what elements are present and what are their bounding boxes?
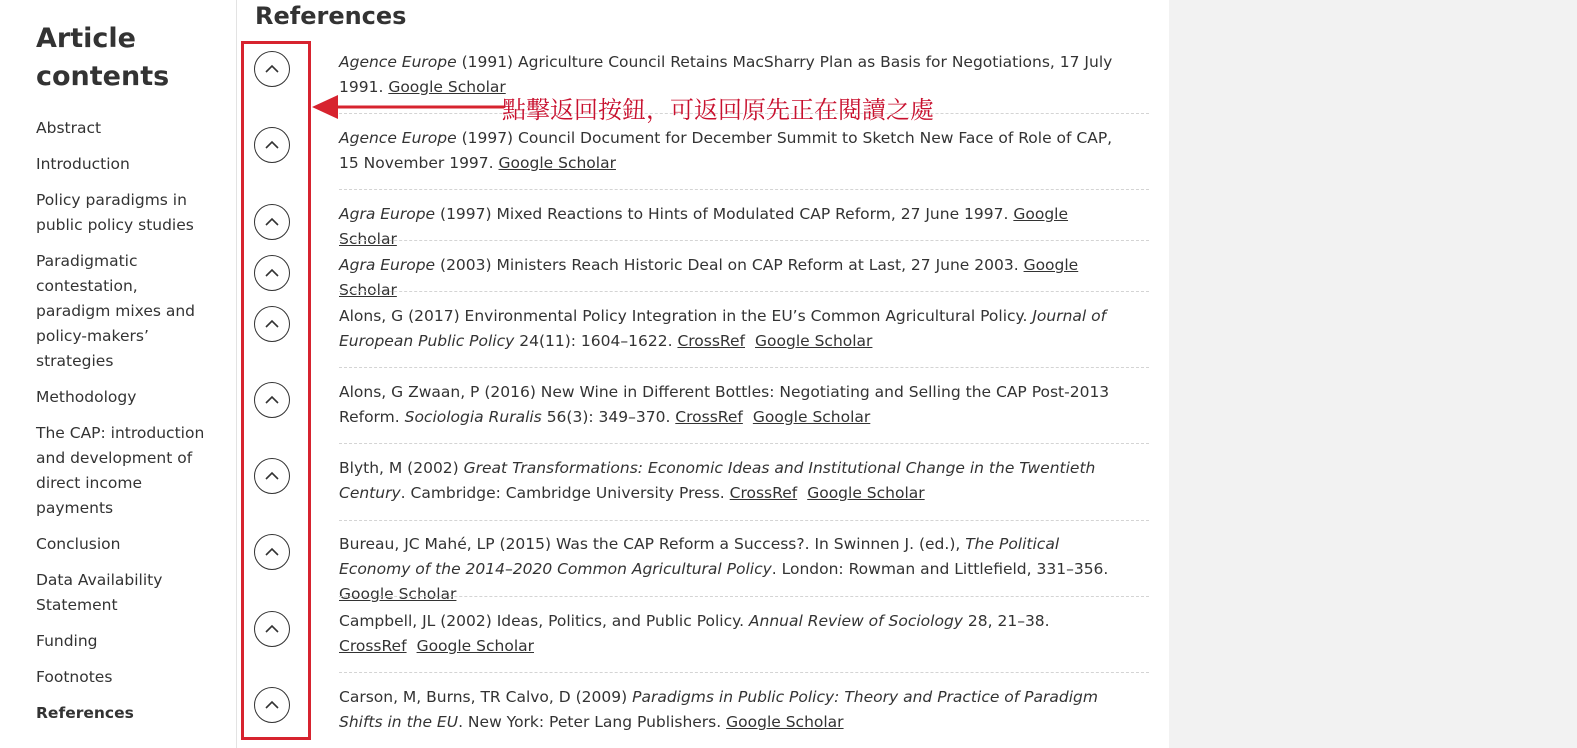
sidebar-item[interactable]: Funding xyxy=(36,632,98,650)
sidebar-title: Article contents xyxy=(36,23,170,92)
reference-italic-text: Journal of European Public Policy xyxy=(339,307,1107,350)
reference-item xyxy=(339,685,1129,735)
reference-italic-text: Agra Europe xyxy=(339,205,436,223)
sidebar-item[interactable]: Paradigmatic contestation, paradigm mixes and policy-makers’ strategies xyxy=(36,252,196,370)
reference-separator xyxy=(339,596,1149,597)
reference-separator xyxy=(339,367,1149,368)
reference-italic-text: Agence Europe xyxy=(339,53,457,71)
sidebar-nav xyxy=(36,116,206,726)
reference-text: Alons, G Zwaan, P (2016) New Wine in Different Bottles: Negotiating and Selling the CAP Post-2013 Reform. xyxy=(339,383,1110,426)
google-scholar-link[interactable]: Google Scholar xyxy=(339,256,1079,299)
reference-text: . London: Rowman and Littlefield, 331–356. xyxy=(771,560,1109,578)
annotation-arrow-icon xyxy=(312,93,507,121)
sidebar-item[interactable]: Footnotes xyxy=(36,668,113,686)
google-scholar-link[interactable]: Google Scholar xyxy=(755,332,873,350)
reference-text: Blyth, M (2002) xyxy=(339,459,464,477)
reference-separator xyxy=(339,672,1149,673)
reference-italic-text: Great Transformations: Economic Ideas and Institutional Change in the Twentieth Century xyxy=(339,459,1096,502)
sidebar-item[interactable]: Methodology xyxy=(36,388,137,406)
reference-italic-text: Paradigms in Public Policy: Theory and Practice of Paradigm Shifts in the EU xyxy=(339,688,1098,731)
reference-item xyxy=(339,609,1129,659)
crossref-link[interactable]: CrossRef xyxy=(675,408,743,426)
google-scholar-link[interactable]: Google Scholar xyxy=(339,585,457,603)
reference-text: . Cambridge: Cambridge University Press. xyxy=(400,484,730,502)
reference-italic-text: Agra Europe xyxy=(339,256,436,274)
sidebar-item[interactable]: Policy paradigms in public policy studies xyxy=(36,191,194,234)
reference-text: (1991) Agriculture Council Retains MacSharry Plan as Basis for Negotiations, 17 July 1991. xyxy=(339,53,1113,96)
reference-italic-text: The Political Economy of the 2014–2020 Common Agricultural Policy xyxy=(339,535,1060,578)
reference-text: 56(3): 349–370. xyxy=(541,408,676,426)
reference-text: Bureau, JC Mahé, LP (2015) Was the CAP Reform a Success?. In Swinnen J. (ed.), xyxy=(339,535,966,553)
reference-text: (2003) Ministers Reach Historic Deal on CAP Reform at Last, 27 June 2003. xyxy=(435,256,1024,274)
reference-item xyxy=(339,126,1129,176)
reference-text: Alons, G (2017) Environmental Policy Integration in the EU’s Common Agricultural Policy. xyxy=(339,307,1033,325)
google-scholar-link[interactable]: Google Scholar xyxy=(416,637,534,655)
reference-item xyxy=(339,304,1129,354)
reference-separator xyxy=(339,443,1149,444)
reference-item xyxy=(339,456,1129,506)
reference-text: 24(11): 1604–1622. xyxy=(514,332,678,350)
google-scholar-link[interactable]: Google Scholar xyxy=(807,484,925,502)
google-scholar-link[interactable]: Google Scholar xyxy=(752,408,871,426)
sidebar-divider xyxy=(236,0,237,748)
crossref-link[interactable]: CrossRef xyxy=(677,332,745,350)
crossref-link[interactable]: CrossRef xyxy=(339,637,407,655)
reference-item xyxy=(339,253,1129,303)
crossref-link[interactable]: CrossRef xyxy=(729,484,798,502)
reference-text: . New York: Peter Lang Publishers. xyxy=(458,713,727,731)
sidebar-item[interactable]: Conclusion xyxy=(36,535,121,553)
reference-italic-text: Agence Europe xyxy=(339,129,457,147)
page-title: References xyxy=(255,2,407,30)
annotation-text: 點擊返回按鈕，可返回原先正在閱讀之處 xyxy=(502,96,934,124)
article-contents-sidebar xyxy=(36,20,206,737)
sidebar-item[interactable]: References xyxy=(36,704,134,722)
back-buttons-highlight xyxy=(241,41,311,740)
reference-item xyxy=(339,380,1129,430)
reference-text: 28, 21–38. xyxy=(962,612,1050,630)
sidebar-item[interactable]: Abstract xyxy=(36,119,102,137)
reference-separator xyxy=(339,189,1149,190)
google-scholar-link[interactable]: Google Scholar xyxy=(339,205,1069,248)
google-scholar-link[interactable]: Google Scholar xyxy=(498,154,616,172)
sidebar-item[interactable]: The CAP: introduction and development of direct income payments xyxy=(36,424,205,517)
reference-text: (1997) Mixed Reactions to Hints of Modulated CAP Reform, 27 June 1997. xyxy=(435,205,1014,223)
reference-separator xyxy=(339,240,1149,241)
reference-text: Campbell, JL (2002) Ideas, Politics, and Public Policy. xyxy=(339,612,749,630)
reference-item xyxy=(339,202,1129,252)
google-scholar-link[interactable]: Google Scholar xyxy=(726,713,844,731)
reference-separator xyxy=(339,520,1149,521)
reference-italic-text: Annual Review of Sociology xyxy=(748,612,963,630)
reference-text: Carson, M, Burns, TR Calvo, D (2009) xyxy=(339,688,633,706)
right-gutter xyxy=(1169,0,1577,748)
google-scholar-link[interactable]: Google Scholar xyxy=(388,78,506,96)
reference-text: (1997) Council Document for December Summit to Sketch New Face of Role of CAP, 15 November 1997. xyxy=(339,129,1113,172)
sidebar-item[interactable]: Introduction xyxy=(36,155,130,173)
sidebar-item[interactable]: Data Availability Statement xyxy=(36,571,163,614)
reference-italic-text: Sociologia Ruralis xyxy=(404,408,542,426)
reference-separator xyxy=(339,291,1149,292)
